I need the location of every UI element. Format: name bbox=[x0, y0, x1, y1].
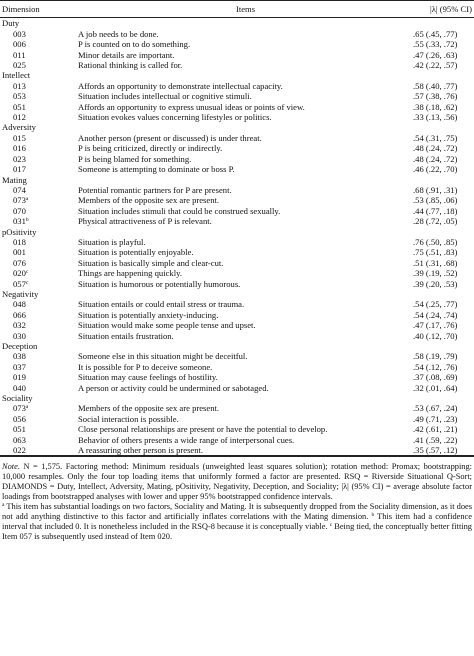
item-text: Situation is playful. bbox=[78, 236, 146, 247]
item-code-cell bbox=[0, 310, 78, 320]
item-row bbox=[0, 91, 474, 101]
item-loading-ci: .49 (.71, .23) bbox=[413, 413, 458, 424]
item-code-cell bbox=[0, 279, 78, 289]
item-code: 037 bbox=[13, 361, 26, 372]
item-text: Someone else in this situation might be deceitful. bbox=[78, 351, 248, 362]
header-ci: |λ| (95% CI) bbox=[430, 4, 472, 14]
footnote-b-text: This item had a confidence interval that included 0. It is nonetheless included in the RSQ-8 because it is conceptually viable. bbox=[2, 512, 472, 531]
item-row bbox=[0, 60, 474, 70]
dimension-name: pOsitivity bbox=[2, 226, 37, 237]
dimension-row bbox=[0, 175, 474, 185]
item-loading-ci: .41 (.59, .22) bbox=[413, 434, 458, 445]
item-row bbox=[0, 372, 474, 382]
item-row bbox=[0, 320, 474, 330]
item-row bbox=[0, 351, 474, 361]
item-code: 001 bbox=[13, 247, 26, 258]
item-loading-ci: .68 (.91, .31) bbox=[413, 184, 458, 195]
item-code: 025 bbox=[13, 60, 26, 71]
item-text: Affords an opportunity to demonstrate intellectual capacity. bbox=[78, 80, 283, 91]
item-code: 063 bbox=[13, 434, 26, 445]
item-row bbox=[0, 195, 474, 205]
item-code-cell bbox=[0, 414, 78, 424]
item-code: 013 bbox=[13, 80, 26, 91]
item-text: Situation evokes values concerning lifestyles or politics. bbox=[78, 112, 272, 123]
item-row bbox=[0, 164, 474, 174]
note-label: Note. bbox=[2, 462, 20, 472]
item-row bbox=[0, 268, 474, 278]
item-loading-ci: .47 (.26, .63) bbox=[413, 49, 458, 60]
item-row bbox=[0, 414, 474, 424]
item-code: 074 bbox=[13, 184, 26, 195]
item-loading-ci: .39 (.19, .52) bbox=[413, 268, 458, 279]
item-code-cell bbox=[0, 91, 78, 101]
item-code-cell bbox=[0, 29, 78, 39]
item-text: Situation may cause feelings of hostility. bbox=[78, 372, 218, 383]
item-code: 048 bbox=[13, 299, 26, 310]
item-text: Things are happening quickly. bbox=[78, 268, 182, 279]
dimension-row bbox=[0, 18, 474, 29]
item-text: Situation includes stimuli that could be construed sexually. bbox=[78, 205, 281, 216]
item-text: Close personal relationships are present or have the potential to develop. bbox=[78, 424, 328, 435]
item-code-cell bbox=[0, 445, 78, 456]
item-code-cell bbox=[0, 112, 78, 122]
item-loading-ci: .38 (.18, .62) bbox=[413, 101, 458, 112]
item-text: Situation would make some people tense and upset. bbox=[78, 320, 256, 331]
item-row bbox=[0, 258, 474, 268]
item-loading-ci: .39 (.20, .53) bbox=[413, 278, 458, 289]
item-loading-ci: .51 (.31, .68) bbox=[413, 257, 458, 268]
dimension-name: Duty bbox=[2, 18, 20, 29]
item-text: Someone is attempting to dominate or boss P. bbox=[78, 164, 235, 175]
item-footnote-marker: b bbox=[25, 217, 29, 224]
item-text: P is being criticized, directly or indirectly. bbox=[78, 143, 223, 154]
item-text: A reassuring other person is present. bbox=[78, 445, 204, 456]
dimension-row bbox=[0, 122, 474, 132]
note-main bbox=[2, 462, 472, 502]
item-code-cell bbox=[0, 206, 78, 216]
item-loading-ci: .42 (.61, .21) bbox=[413, 424, 458, 435]
item-row bbox=[0, 310, 474, 320]
item-code: 053 bbox=[13, 91, 26, 102]
note-main-text: N = 1,575. Factoring method: Minimum residuals (unweighted least squares solution); rotation method: Promax; bootstrapping: 10,000 resamples. Only the four top loading items that uniformly formed a factor are presented. RSQ = Riverside Situational Q-Sort; DIAMONDS = Duty, Intellect, Adversity, Mating, pOsitivity, Negativity, Deception, and Sociality; |λ| (95% CI) = average absolute factor loadings from bootstrapped analyses with lower and upper 95% bootstrapped confidence intervals. bbox=[2, 462, 472, 502]
item-row bbox=[0, 102, 474, 112]
item-code: 051 bbox=[13, 101, 26, 112]
footnote-b-marker: b bbox=[371, 512, 375, 518]
item-row bbox=[0, 185, 474, 195]
item-footnote-marker: a bbox=[25, 404, 29, 411]
item-code-cell bbox=[0, 50, 78, 60]
item-text: Situation is potentially enjoyable. bbox=[78, 247, 194, 258]
dimension-name: Deception bbox=[2, 341, 38, 351]
item-loading-ci: .46 (.22, .70) bbox=[413, 164, 458, 175]
dimension-row bbox=[0, 289, 474, 299]
item-loading-ci: .54 (.12, .76) bbox=[413, 361, 458, 372]
item-text: P is being blamed for something. bbox=[78, 153, 192, 164]
item-code-cell bbox=[0, 424, 78, 434]
dimension-row bbox=[0, 227, 474, 237]
footnote-a-marker: a bbox=[2, 502, 5, 509]
item-code-cell bbox=[0, 372, 78, 382]
item-loading-ci: .75 (.51, .83) bbox=[413, 247, 458, 258]
item-loading-ci: .55 (.33, .72) bbox=[413, 39, 458, 50]
item-text: Situation entails frustration. bbox=[78, 330, 174, 341]
item-code: 015 bbox=[13, 132, 26, 143]
item-code-cell bbox=[0, 320, 78, 330]
item-text: Behavior of others presents a wide range of interpersonal cues. bbox=[78, 434, 295, 445]
item-text: Potential romantic partners for P are present. bbox=[78, 184, 232, 195]
header-dimension: Dimension bbox=[2, 4, 40, 14]
dimension-row bbox=[0, 393, 474, 403]
item-loading-ci: .65 (.45, .77) bbox=[413, 28, 458, 39]
header-items: Items bbox=[235, 4, 256, 14]
item-loading-ci: .76 (.50, .85) bbox=[413, 236, 458, 247]
item-loading-ci: .58 (.40, .77) bbox=[413, 80, 458, 91]
item-row bbox=[0, 154, 474, 164]
item-text: Physical attractiveness of P is relevant. bbox=[78, 216, 212, 227]
item-code-cell bbox=[0, 362, 78, 372]
dimension-name: Sociality bbox=[2, 393, 33, 404]
footnote-c-text: Being tied, the conceptually better fitting Item 057 is subsequently used instead of Item 020. bbox=[2, 521, 472, 541]
item-code-cell bbox=[0, 154, 78, 164]
item-text: A person or activity could be undermined or sabotaged. bbox=[78, 382, 269, 393]
item-loading-ci: .33 (.13, .56) bbox=[413, 112, 458, 123]
item-text: Another person (present or discussed) is under threat. bbox=[78, 132, 262, 143]
dimension-name: Adversity bbox=[2, 122, 36, 133]
item-loading-ci: .47 (.17, .76) bbox=[413, 320, 458, 331]
item-code-cell bbox=[0, 247, 78, 257]
item-footnote-marker: c bbox=[25, 279, 29, 286]
item-code: 070 bbox=[13, 205, 26, 216]
item-text: It is possible for P to deceive someone. bbox=[78, 361, 213, 372]
item-code: 032 bbox=[13, 320, 26, 331]
item-code: 019 bbox=[13, 372, 26, 383]
item-code: 012 bbox=[13, 112, 26, 123]
item-footnote-marker: c bbox=[25, 269, 29, 276]
item-text: Social interaction is possible. bbox=[78, 413, 179, 424]
item-code: 006 bbox=[13, 39, 26, 50]
item-text: Members of the opposite sex are present. bbox=[78, 195, 220, 206]
item-loading-ci: .40 (.12, .70) bbox=[413, 330, 458, 341]
item-code-cell bbox=[0, 102, 78, 112]
item-text: Situation is potentially anxiety-inducing. bbox=[78, 309, 219, 320]
item-code: 016 bbox=[13, 143, 26, 154]
item-loading-ci: .32 (.01, .64) bbox=[413, 382, 458, 393]
item-code: 018 bbox=[13, 236, 26, 247]
item-text: Situation is basically simple and clear-cut. bbox=[78, 257, 224, 268]
item-code: 066 bbox=[13, 309, 26, 320]
item-code: 011 bbox=[13, 49, 26, 60]
item-loading-ci: .53 (.67, .24) bbox=[413, 403, 458, 414]
item-row bbox=[0, 299, 474, 309]
item-code-cell bbox=[0, 216, 78, 226]
item-row bbox=[0, 424, 474, 434]
item-row bbox=[0, 403, 474, 413]
item-code-cell bbox=[0, 195, 78, 205]
item-code-cell bbox=[0, 299, 78, 309]
item-row bbox=[0, 50, 474, 60]
item-code-cell bbox=[0, 133, 78, 143]
item-text: Minor details are important. bbox=[78, 49, 175, 60]
item-code-cell bbox=[0, 237, 78, 247]
dimension-name: Intellect bbox=[2, 70, 31, 81]
item-code-cell bbox=[0, 351, 78, 361]
item-code: 051 bbox=[13, 424, 26, 435]
item-row bbox=[0, 383, 474, 393]
item-row bbox=[0, 216, 474, 226]
dimension-row bbox=[0, 70, 474, 80]
item-code: 020 bbox=[13, 268, 26, 279]
item-loading-ci: .35 (.57, .12) bbox=[413, 445, 458, 456]
item-loading-ci: .48 (.24, .72) bbox=[413, 153, 458, 164]
item-code: 030 bbox=[13, 330, 26, 341]
item-loading-ci: .54 (.31, .75) bbox=[413, 132, 458, 143]
item-code-cell bbox=[0, 403, 78, 413]
item-row bbox=[0, 279, 474, 289]
item-row bbox=[0, 435, 474, 445]
item-code: 031 bbox=[13, 216, 26, 227]
item-text: Members of the opposite sex are present. bbox=[78, 403, 220, 414]
item-text: A job needs to be done. bbox=[78, 28, 159, 39]
dimension-name: Mating bbox=[2, 174, 27, 185]
item-loading-ci: .37 (.08, .69) bbox=[413, 372, 458, 383]
item-loading-ci: .53 (.85, .06) bbox=[413, 195, 458, 206]
item-code-cell bbox=[0, 435, 78, 445]
item-code-cell bbox=[0, 143, 78, 153]
item-code: 003 bbox=[13, 28, 26, 39]
table-header-row bbox=[0, 1, 474, 18]
item-row bbox=[0, 237, 474, 247]
dimension-row bbox=[0, 341, 474, 351]
item-code-cell bbox=[0, 39, 78, 49]
item-row bbox=[0, 112, 474, 122]
item-loading-ci: .48 (.24, .72) bbox=[413, 143, 458, 154]
table-notes bbox=[0, 456, 474, 541]
item-code: 040 bbox=[13, 382, 26, 393]
item-code: 023 bbox=[13, 153, 26, 164]
item-code-cell bbox=[0, 258, 78, 268]
item-row bbox=[0, 29, 474, 39]
item-code: 073 bbox=[13, 403, 26, 414]
item-loading-ci: .54 (.24, .74) bbox=[413, 309, 458, 320]
item-code-cell bbox=[0, 81, 78, 91]
item-code-cell bbox=[0, 268, 78, 278]
item-text: P is counted on to do something. bbox=[78, 39, 191, 50]
footnote-c-marker: c bbox=[329, 521, 333, 528]
item-text: Affords an opportunity to express unusual ideas or points of view. bbox=[78, 101, 305, 112]
item-row bbox=[0, 331, 474, 341]
item-code: 017 bbox=[13, 164, 26, 175]
item-row bbox=[0, 247, 474, 257]
item-loading-ci: .28 (.72, .05) bbox=[413, 216, 458, 227]
item-loading-ci: .54 (.25, .77) bbox=[413, 299, 458, 310]
item-row bbox=[0, 362, 474, 372]
dimension-name: Negativity bbox=[2, 288, 39, 299]
item-code: 057 bbox=[13, 278, 26, 289]
item-code-cell bbox=[0, 164, 78, 174]
item-row bbox=[0, 39, 474, 49]
item-loading-ci: .44 (.77, .18) bbox=[413, 205, 458, 216]
item-row bbox=[0, 206, 474, 216]
item-text: Situation includes intellectual or cognitive stimuli. bbox=[78, 91, 252, 102]
item-row bbox=[0, 133, 474, 143]
item-code: 038 bbox=[13, 351, 26, 362]
item-text: Rational thinking is called for. bbox=[78, 60, 183, 71]
note-footnotes bbox=[2, 502, 472, 542]
item-code: 073 bbox=[13, 195, 26, 206]
item-loading-ci: .57 (.38, .76) bbox=[413, 91, 458, 102]
item-loading-ci: .58 (.19, .79) bbox=[413, 351, 458, 362]
item-code-cell bbox=[0, 383, 78, 393]
item-code-cell bbox=[0, 185, 78, 195]
footnote-a-text: This item has substantial loadings on two factors, Sociality and Mating. It is subsequently dropped from the Sociality dimension, as it does not add anything distinctive to this factor and artificially inflates correlations with the Mating dimension. bbox=[2, 502, 472, 521]
item-code: 056 bbox=[13, 413, 26, 424]
item-row bbox=[0, 445, 474, 456]
item-code: 022 bbox=[13, 445, 26, 456]
item-loading-ci: .42 (.22, .57) bbox=[413, 60, 458, 71]
item-code: 076 bbox=[13, 257, 26, 268]
item-row bbox=[0, 81, 474, 91]
item-row bbox=[0, 143, 474, 153]
item-code-cell bbox=[0, 331, 78, 341]
item-code-cell bbox=[0, 60, 78, 70]
item-text: Situation is humorous or potentially humorous. bbox=[78, 278, 241, 289]
item-footnote-marker: a bbox=[25, 196, 29, 203]
item-text: Situation entails or could entail stress or trauma. bbox=[78, 299, 245, 310]
table-body bbox=[0, 18, 474, 456]
